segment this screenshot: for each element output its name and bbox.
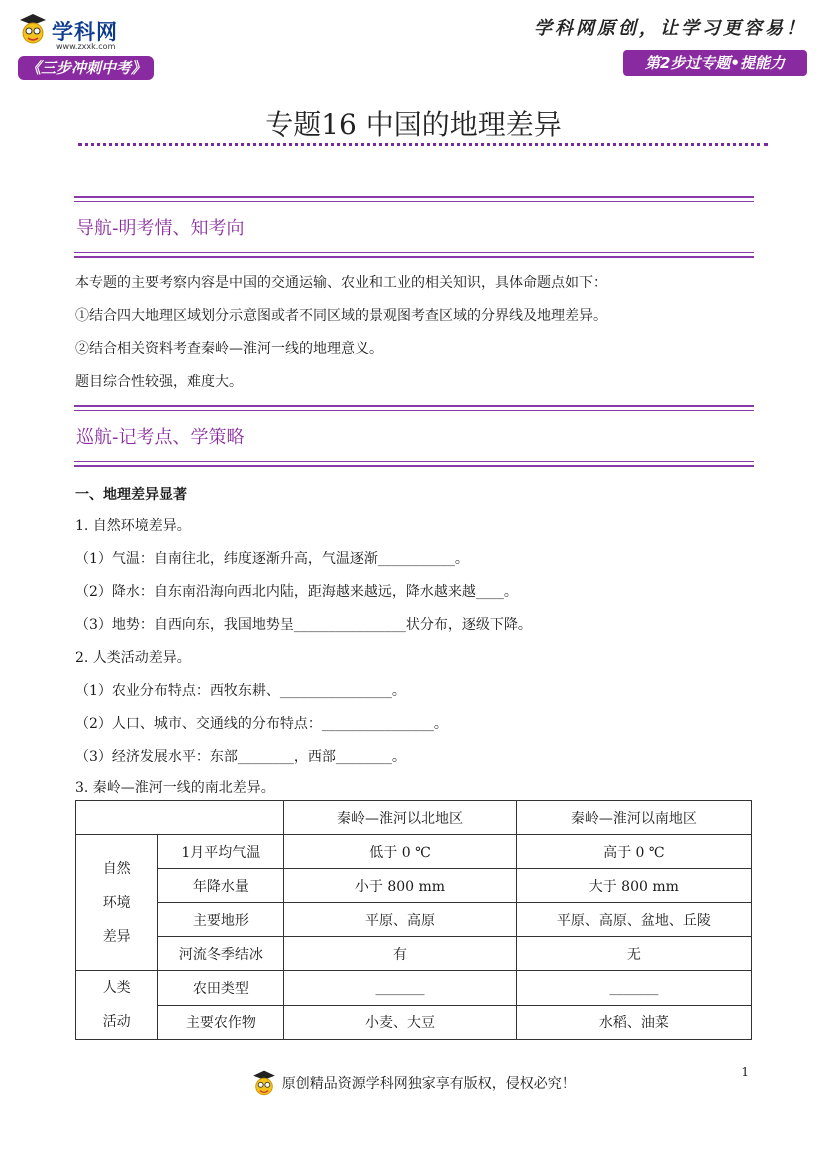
group-label: 差异	[102, 928, 131, 945]
item-1-2: （2）降水：自东南沿海向西北内陆，距海越来越远，降水越来越____。	[75, 584, 518, 600]
mascot-icon	[251, 1069, 277, 1099]
intro-point-2: ②结合相关资料考查秦岭—淮河一线的地理意义。	[75, 341, 383, 357]
item-2-1: （1）农业分布特点：西牧东耕、________________。	[75, 683, 406, 699]
row-label: 年降水量	[158, 869, 284, 903]
north-cell: 有	[284, 937, 516, 971]
group-label: 自然	[102, 860, 131, 877]
series-tag: 《三步冲刺中考》	[18, 56, 154, 80]
section-banner-nav	[74, 196, 754, 258]
group-natural-cell	[76, 835, 158, 971]
table-row	[76, 1005, 752, 1040]
section-banner-patrol	[74, 405, 754, 467]
item-1-1: （1）气温：自南往北，纬度逐渐升高，气温逐渐___________。	[75, 551, 469, 567]
row-label: 河流冬季结冰	[158, 937, 284, 971]
south-cell: 平原、高原、盆地、丘陵	[516, 903, 751, 937]
item-3: 3. 秦岭—淮河一线的南北差异。	[75, 780, 275, 796]
item-2-2: （2）人口、城市、交通线的分布特点：________________。	[75, 716, 448, 732]
south-cell: _______	[516, 971, 751, 1006]
footer	[0, 1069, 827, 1099]
group-human-cell	[76, 971, 158, 1040]
north-cell: 小麦、大豆	[284, 1005, 516, 1040]
table-row	[76, 835, 752, 869]
content-heading: 一、地理差异显著	[75, 487, 187, 503]
group-label: 环境	[102, 894, 131, 911]
item-2: 2. 人类活动差异。	[75, 650, 191, 666]
section-title-nav: 导航-明考情、知考向	[76, 218, 245, 239]
header-slogan: 学科网原创，让学习更容易！	[534, 18, 807, 39]
logo-url: www.zxxk.com	[56, 42, 116, 51]
south-cell: 水稻、油菜	[516, 1005, 751, 1040]
table-header-row	[76, 801, 752, 835]
south-cell: 无	[516, 937, 751, 971]
north-cell: _______	[284, 971, 516, 1006]
table-header-cell: 秦岭—淮河以北地区	[284, 801, 516, 835]
table-header-cell: 秦岭—淮河以南地区	[516, 801, 751, 835]
stage-tag: 第2步过专题•提能力	[623, 50, 807, 76]
logo-text: 学科网	[52, 20, 118, 44]
table-row	[76, 869, 752, 903]
row-label: 主要地形	[158, 903, 284, 937]
item-1: 1. 自然环境差异。	[75, 518, 191, 534]
section-title-patrol: 巡航-记考点、学策略	[76, 427, 245, 448]
page-number: 1	[741, 1065, 749, 1079]
north-cell: 低于 0 ℃	[284, 835, 516, 869]
row-label: 1月平均气温	[158, 835, 284, 869]
page-title: 专题16 中国的地理差异	[265, 108, 562, 141]
mascot-icon	[18, 12, 48, 48]
table-row	[76, 971, 752, 1006]
table-header-cell	[76, 801, 284, 835]
row-label: 农田类型	[158, 971, 284, 1006]
intro-closing: 题目综合性较强，难度大。	[75, 374, 243, 390]
item-2-3: （3）经济发展水平：东部________，西部________。	[75, 749, 406, 765]
north-cell: 平原、高原	[284, 903, 516, 937]
site-logo	[18, 12, 158, 82]
item-1-3: （3）地势：自西向东，我国地势呈________________状分布，逐级下降。	[75, 617, 532, 633]
row-label: 主要农作物	[158, 1005, 284, 1040]
group-label: 活动	[102, 1014, 131, 1030]
north-south-table	[75, 800, 752, 1040]
north-cell: 小于 800 mm	[284, 869, 516, 903]
title-divider	[78, 143, 768, 146]
table-row	[76, 937, 752, 971]
footer-copyright: 原创精品资源学科网独家享有版权，侵权必究！	[281, 1076, 576, 1092]
intro-lead: 本专题的主要考察内容是中国的交通运输、农业和工业的相关知识，具体命题点如下：	[75, 275, 607, 291]
table-row	[76, 903, 752, 937]
south-cell: 高于 0 ℃	[516, 835, 751, 869]
intro-point-1: ①结合四大地理区域划分示意图或者不同区域的景观图考查区域的分界线及地理差异。	[75, 308, 607, 324]
group-label: 人类	[102, 980, 131, 996]
south-cell: 大于 800 mm	[516, 869, 751, 903]
